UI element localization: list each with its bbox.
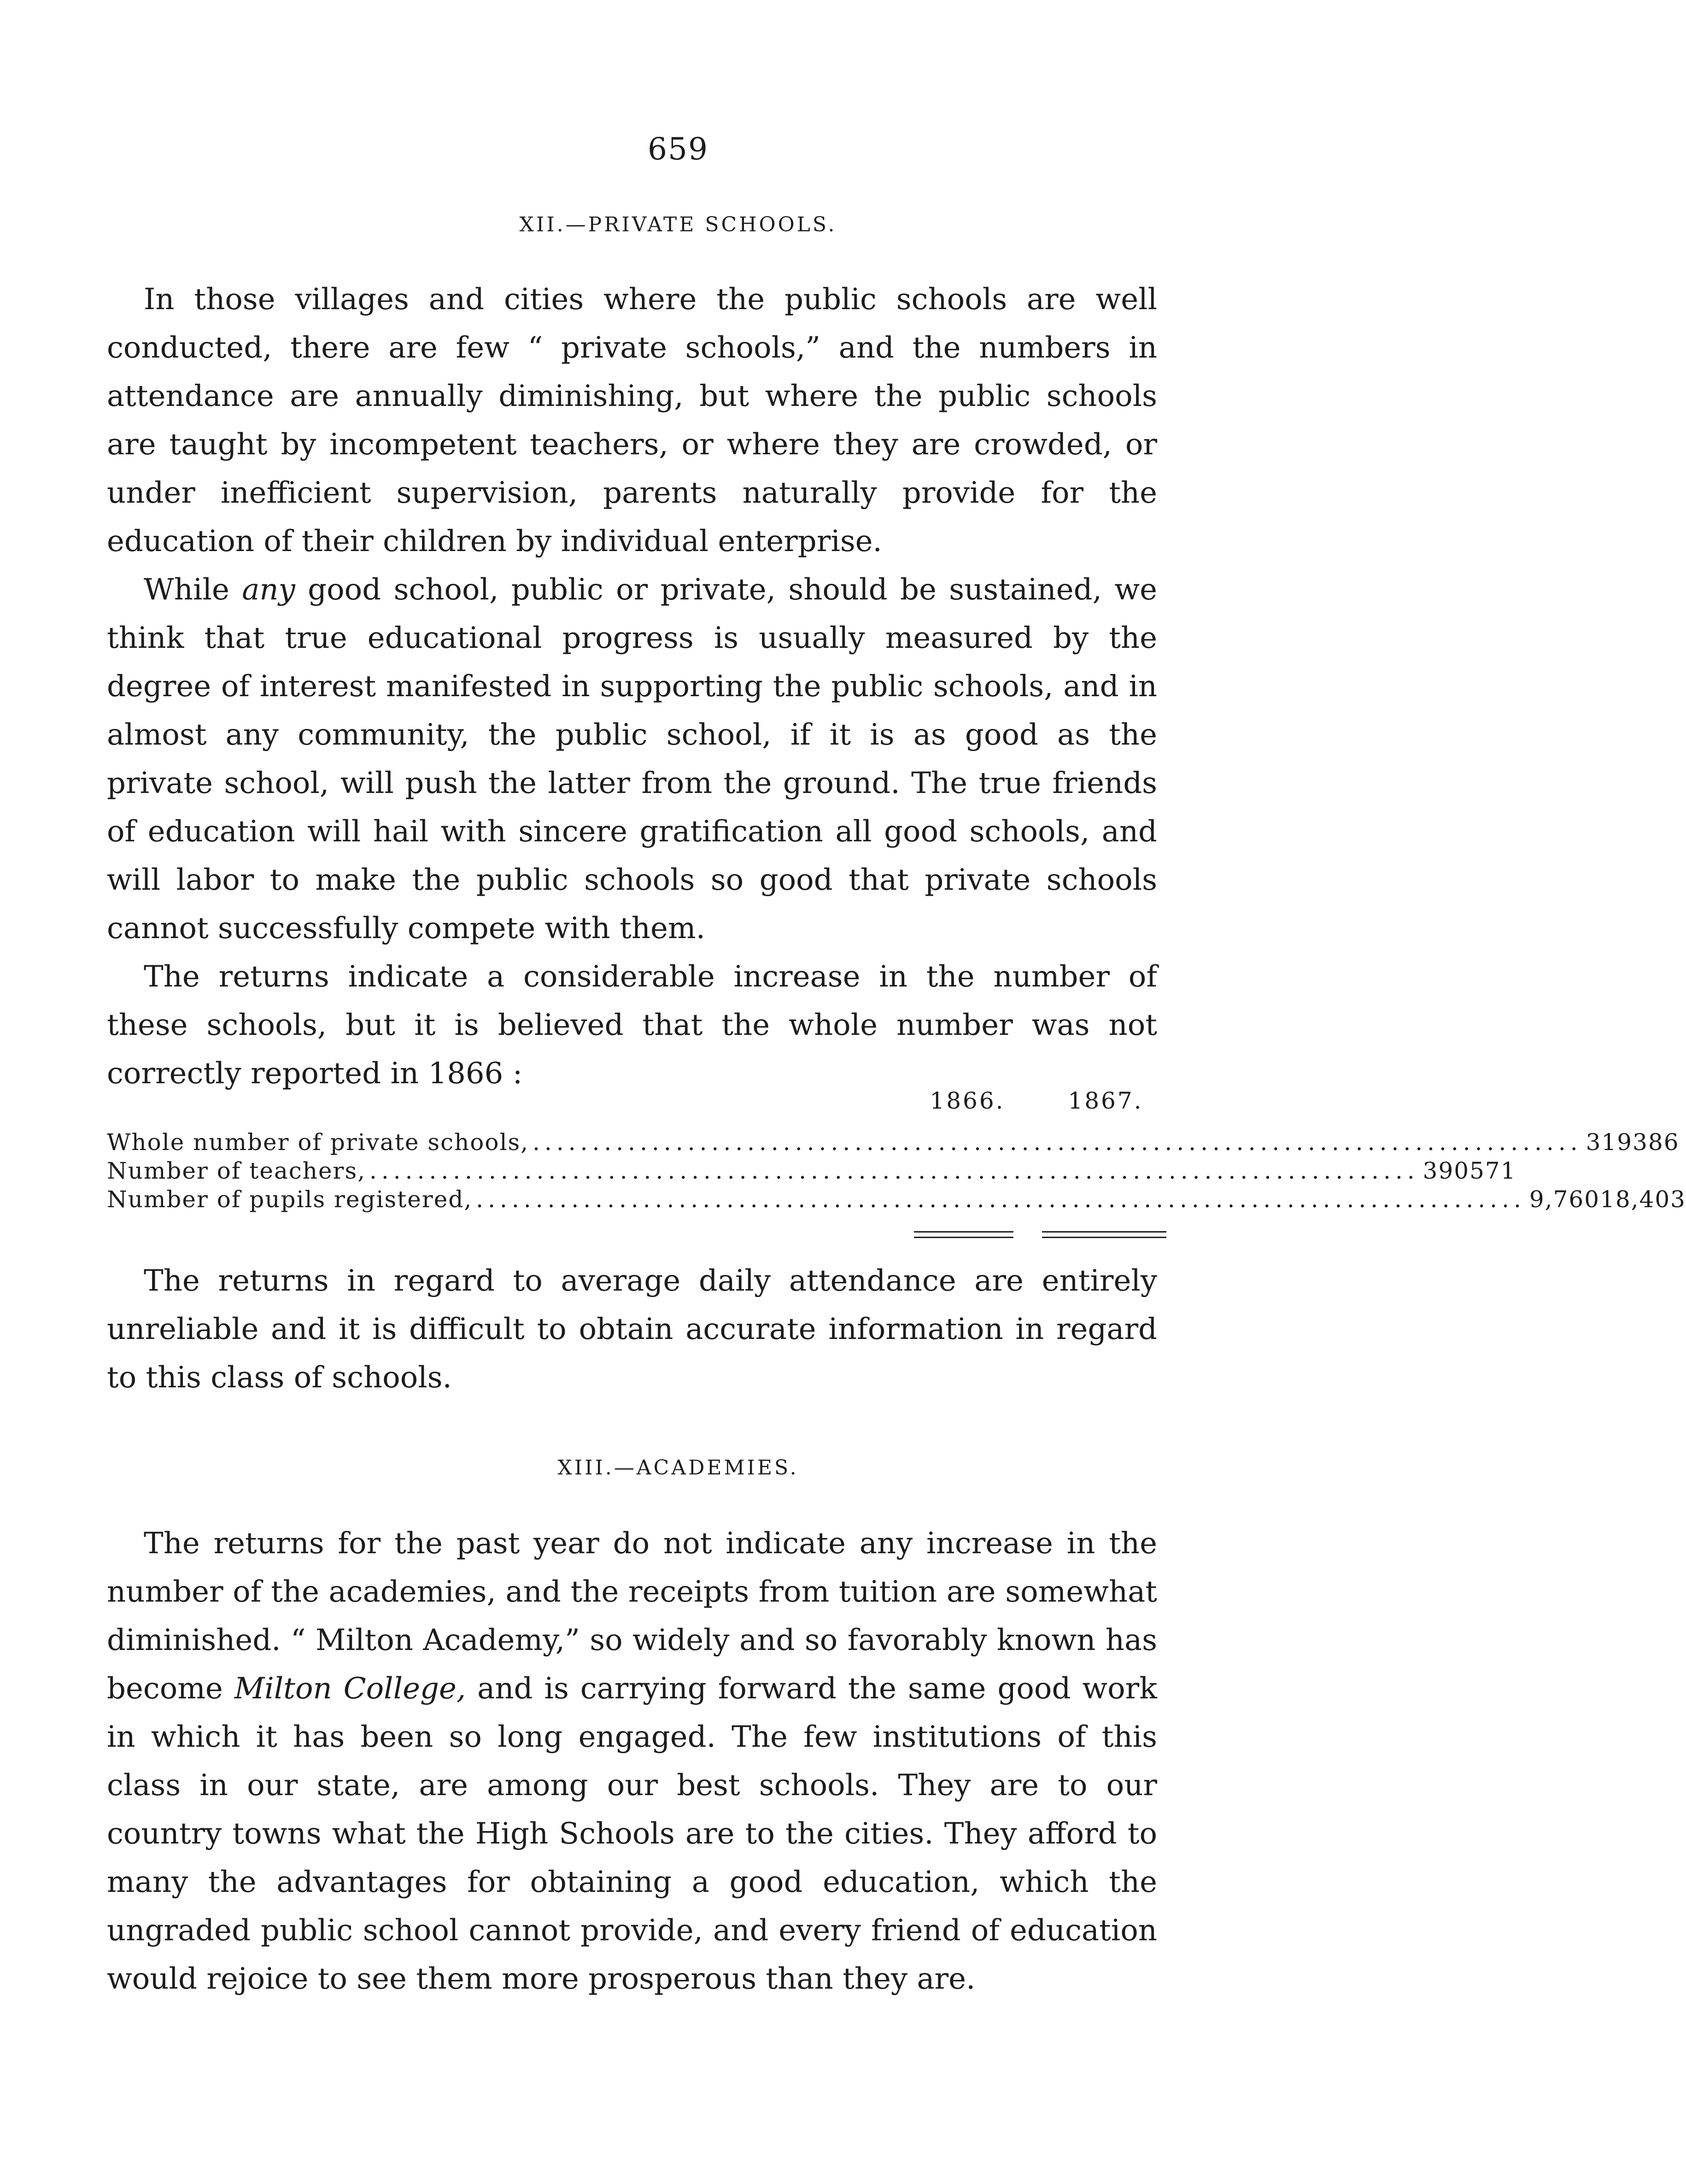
private-schools-table bbox=[107, 1129, 1686, 1215]
paragraph-private-3: The returns indicate a considerable increase in the number of these schools, but it is believed that the whole number was not correctly reported in 1866 : bbox=[107, 960, 1157, 1091]
total-rule bbox=[914, 1237, 1013, 1238]
total-rule bbox=[1042, 1231, 1166, 1233]
section-heading-private-schools: XII.—PRIVATE SCHOOLS. bbox=[519, 213, 837, 236]
paragraph-private-2 bbox=[107, 566, 1157, 953]
paragraph-private-4: The returns in regard to average daily attendance are entirely unreliable and it is difficult to obtain accurate information in regard to this class of schools. bbox=[107, 1264, 1157, 1395]
total-rule bbox=[1042, 1237, 1166, 1238]
table-row bbox=[107, 1186, 1686, 1215]
paragraph-private-1: In those villages and cities where the public schools are well conducted, there are few “ private schools,” and the numbers in attendance are annually diminishing, but where the public schools are taught by incompetent teachers, or where they are crowded, or under inefficient supervision, parents naturally provide for the education of their children by individual enterprise. bbox=[107, 282, 1157, 558]
dot-leader: ........................................................................................ bbox=[476, 1186, 1526, 1213]
emphasis-any: any bbox=[242, 573, 295, 607]
table-row bbox=[107, 1129, 1680, 1157]
private-schools-closing bbox=[107, 1257, 1157, 1402]
value-1867: 18,403 bbox=[1600, 1186, 1686, 1213]
emphasis-milton-college: Milton College, bbox=[234, 1672, 466, 1706]
private-schools-body bbox=[107, 276, 1157, 1098]
section-heading-academies: XIII.—ACADEMIES. bbox=[557, 1456, 799, 1479]
paragraph-text: good school, public or private, should be sustained, we think that true educational progress is usually measured by the degree of interest manifested in supporting the public schools, and in almost any community, the public school, if it is as good as the private school, will push the latter from the ground. The true friends of education will hail with sincere gratification all good schools, and will labor to make the public schools so good that private schools cannot successfully compete with them. bbox=[107, 573, 1158, 945]
dot-leader: ........................................................................................ bbox=[533, 1129, 1582, 1156]
table-row bbox=[107, 1157, 1516, 1186]
value-1867: 571 bbox=[1469, 1157, 1516, 1184]
table-header-1866: 1866. bbox=[930, 1087, 1005, 1114]
total-rule bbox=[914, 1231, 1013, 1233]
table-header-1867: 1867. bbox=[1068, 1087, 1143, 1114]
page-number: 659 bbox=[648, 131, 708, 167]
value-1866: 319 bbox=[1586, 1129, 1633, 1156]
value-1866: 9,760 bbox=[1529, 1186, 1600, 1213]
value-1866: 390 bbox=[1423, 1157, 1470, 1184]
row-label: Number of teachers, bbox=[107, 1157, 366, 1184]
row-label: Whole number of private schools, bbox=[107, 1129, 529, 1156]
dot-leader: ........................................................................................ bbox=[369, 1157, 1419, 1184]
academies-body bbox=[107, 1520, 1157, 2003]
value-1867: 386 bbox=[1633, 1129, 1680, 1156]
paragraph-text: The returns for the past year do not indicate any increase in the number of the academies, and the receipts from tuition are somewhat diminished. “ Milton Academy,” so widely and so favorably known has become bbox=[107, 1526, 1157, 1706]
paragraph-text: and is carrying forward the same good work in which it has been so long engaged. The few institutions of this class in our state, are among our best schools. They are to our country towns what the High Schools are to the cities. They afford to many the advantages for obtaining a good education, which the ungraded public school cannot provide, and every friend of education would rejoice to see them more prosperous than they are. bbox=[107, 1672, 1158, 1996]
row-label: Number of pupils registered, bbox=[107, 1186, 473, 1213]
paragraph-text: While bbox=[144, 573, 242, 607]
paragraph-academies-1 bbox=[107, 1520, 1157, 2003]
